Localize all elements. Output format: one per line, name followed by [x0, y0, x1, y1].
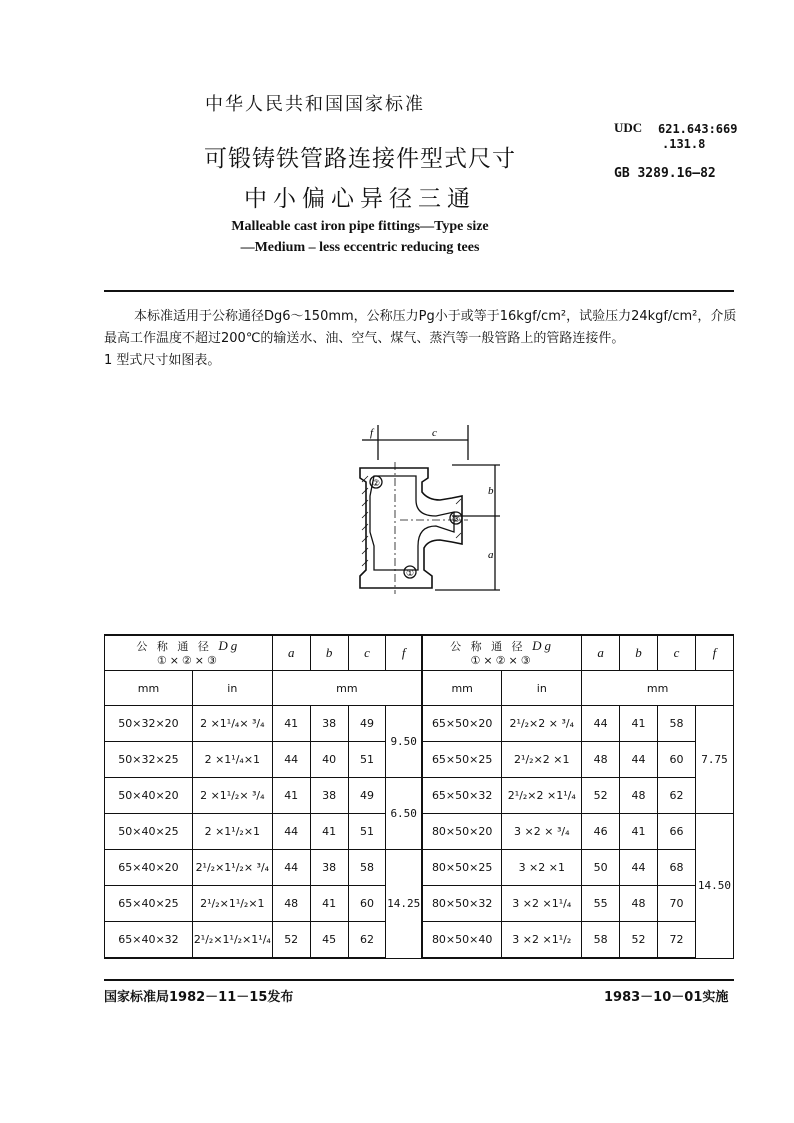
cell-mm: 50×32×25 [105, 742, 193, 778]
cell-f: 9.50 [386, 706, 422, 778]
cell-mm: 50×40×25 [105, 814, 193, 850]
udc-label: UDC [614, 120, 643, 135]
cell-c: 58 [348, 850, 386, 886]
cell-mm: 80×50×40 [422, 922, 502, 959]
port-2-label: ② [372, 479, 381, 489]
port-1-label: ① [406, 569, 415, 579]
cell-b: 40 [310, 742, 348, 778]
cell-c: 62 [658, 778, 696, 814]
dim-label-c: c [432, 427, 437, 439]
cell-c: 51 [348, 814, 386, 850]
cell-a: 41 [272, 706, 310, 742]
header-dg-var-right: Dg [532, 637, 554, 653]
cell-c: 70 [658, 886, 696, 922]
header-f-left: f [386, 635, 422, 671]
cell-b: 45 [310, 922, 348, 959]
dim-label-b: b [488, 485, 494, 497]
cell-b: 41 [620, 706, 658, 742]
cell-b: 52 [620, 922, 658, 959]
cell-in: 3 ×2 ×1 [502, 850, 582, 886]
cell-b: 38 [310, 706, 348, 742]
header-dg-var: Dg [218, 637, 241, 653]
unit-mm-dims-right: mm [582, 671, 734, 706]
cell-f: 14.25 [386, 850, 422, 959]
unit-in-right: in [502, 671, 582, 706]
cell-f: 14.50 [695, 814, 733, 959]
cell-c: 58 [658, 706, 696, 742]
cell-c: 51 [348, 742, 386, 778]
cell-b: 38 [310, 850, 348, 886]
dim-label-a: a [488, 549, 494, 561]
cell-b: 48 [620, 778, 658, 814]
header-nominal-right [422, 635, 582, 671]
cell-a: 58 [582, 922, 620, 959]
cell-c: 60 [348, 886, 386, 922]
cell-mm: 65×50×20 [422, 706, 502, 742]
cell-b: 44 [620, 742, 658, 778]
header-c-left: c [348, 635, 386, 671]
cell-c: 66 [658, 814, 696, 850]
header-a-left: a [272, 635, 310, 671]
unit-in-left: in [192, 671, 272, 706]
title-english-line-2: —Medium – less eccentric reducing tees [240, 240, 480, 255]
dimensions-table [104, 634, 734, 959]
unit-mm-dims-left: mm [272, 671, 422, 706]
table-row [105, 778, 734, 814]
cell-in: 2¹/₂×1¹/₂× ³/₄ [192, 850, 272, 886]
table-row [105, 850, 734, 886]
header-sub-right: ①×②×③ [470, 653, 534, 667]
udc-code-continuation: .131.8 [662, 137, 706, 151]
cell-b: 48 [620, 886, 658, 922]
header-nominal-left [105, 635, 273, 671]
table-row [105, 706, 734, 742]
bottom-rule [104, 979, 734, 981]
cell-in: 2¹/₂×1¹/₂×1¹/₄ [192, 922, 272, 959]
effective-date: 1983－10－01实施 [604, 990, 729, 1005]
port-3-label: ③ [452, 515, 461, 525]
cell-c: 60 [658, 742, 696, 778]
cell-in: 2¹/₂×2 × ³/₄ [502, 706, 582, 742]
cell-mm: 80×50×20 [422, 814, 502, 850]
header-a-right: a [582, 635, 620, 671]
cell-b: 38 [310, 778, 348, 814]
section-1-heading: 1 型式尺寸如图表。 [104, 353, 221, 368]
cell-in: 3 ×2 ×1¹/₂ [502, 922, 582, 959]
cell-a: 44 [582, 706, 620, 742]
cell-in: 2 ×1¹/₂×1 [192, 814, 272, 850]
cell-mm: 65×50×32 [422, 778, 502, 814]
cell-in: 2 ×1¹/₄× ³/₄ [192, 706, 272, 742]
cell-a: 46 [582, 814, 620, 850]
dim-label-f: f [370, 427, 374, 439]
cell-a: 48 [272, 886, 310, 922]
cell-b: 41 [310, 814, 348, 850]
cell-b: 41 [620, 814, 658, 850]
cell-c: 62 [348, 922, 386, 959]
cell-mm: 65×40×25 [105, 886, 193, 922]
cell-c: 68 [658, 850, 696, 886]
header-f-right: f [695, 635, 733, 671]
cell-c: 49 [348, 706, 386, 742]
cell-c: 72 [658, 922, 696, 959]
tee-fitting-diagram [340, 420, 530, 610]
cell-in: 2 ×1¹/₂× ³/₄ [192, 778, 272, 814]
title-chinese-line-2: 中小偏心异径三通 [244, 186, 476, 212]
cell-in: 2 ×1¹/₄×1 [192, 742, 272, 778]
cell-a: 50 [582, 850, 620, 886]
cell-mm: 65×40×20 [105, 850, 193, 886]
header-nominal-text-right: 公 称 通 径 [450, 639, 526, 653]
cell-a: 52 [582, 778, 620, 814]
cell-f: 7.75 [695, 706, 733, 814]
header-b-left: b [310, 635, 348, 671]
cell-mm: 80×50×25 [422, 850, 502, 886]
cell-a: 44 [272, 850, 310, 886]
top-rule [104, 290, 734, 292]
cell-a: 41 [272, 778, 310, 814]
cell-b: 41 [310, 886, 348, 922]
cell-c: 49 [348, 778, 386, 814]
cell-b: 44 [620, 850, 658, 886]
cell-in: 3 ×2 ×1¹/₄ [502, 886, 582, 922]
cell-in: 2¹/₂×2 ×1¹/₄ [502, 778, 582, 814]
header-nominal-text: 公 称 通 径 [136, 639, 212, 653]
cell-a: 44 [272, 814, 310, 850]
header-sub-left: ①×②×③ [156, 653, 220, 667]
cell-mm: 65×50×25 [422, 742, 502, 778]
issued-date: 国家标准局1982－11－15发布 [104, 990, 294, 1005]
scope-paragraph: 本标准适用于公称通径Dg6～150mm，公称压力Pg小于或等于16kgf/cm²，试验压力24kgf/cm²，介质最高工作温度不超过200℃的输送水、油、空气、煤气、蒸汽等一般管路上的管路连接件。 [104, 309, 737, 346]
header-c-right: c [658, 635, 696, 671]
cell-mm: 50×32×20 [105, 706, 193, 742]
cell-in: 2¹/₂×2 ×1 [502, 742, 582, 778]
national-standard-heading: 中华人民共和国国家标准 [205, 94, 425, 115]
udc-code: 621.643:669 [658, 122, 738, 136]
title-chinese-line-1: 可锻铸铁管路连接件型式尺寸 [204, 146, 516, 172]
cell-in: 2¹/₂×1¹/₂×1 [192, 886, 272, 922]
title-english-line-1: Malleable cast iron pipe fittings—Type size [231, 219, 489, 234]
cell-mm: 80×50×32 [422, 886, 502, 922]
unit-mm-right: mm [422, 671, 502, 706]
cell-f: 6.50 [386, 778, 422, 850]
gb-standard-code: GB 3289.16—82 [614, 166, 716, 181]
cell-mm: 50×40×20 [105, 778, 193, 814]
header-b-right: b [620, 635, 658, 671]
cell-a: 44 [272, 742, 310, 778]
cell-in: 3 ×2 × ³/₄ [502, 814, 582, 850]
cell-a: 52 [272, 922, 310, 959]
cell-mm: 65×40×32 [105, 922, 193, 959]
unit-mm-left: mm [105, 671, 193, 706]
cell-a: 55 [582, 886, 620, 922]
cell-a: 48 [582, 742, 620, 778]
